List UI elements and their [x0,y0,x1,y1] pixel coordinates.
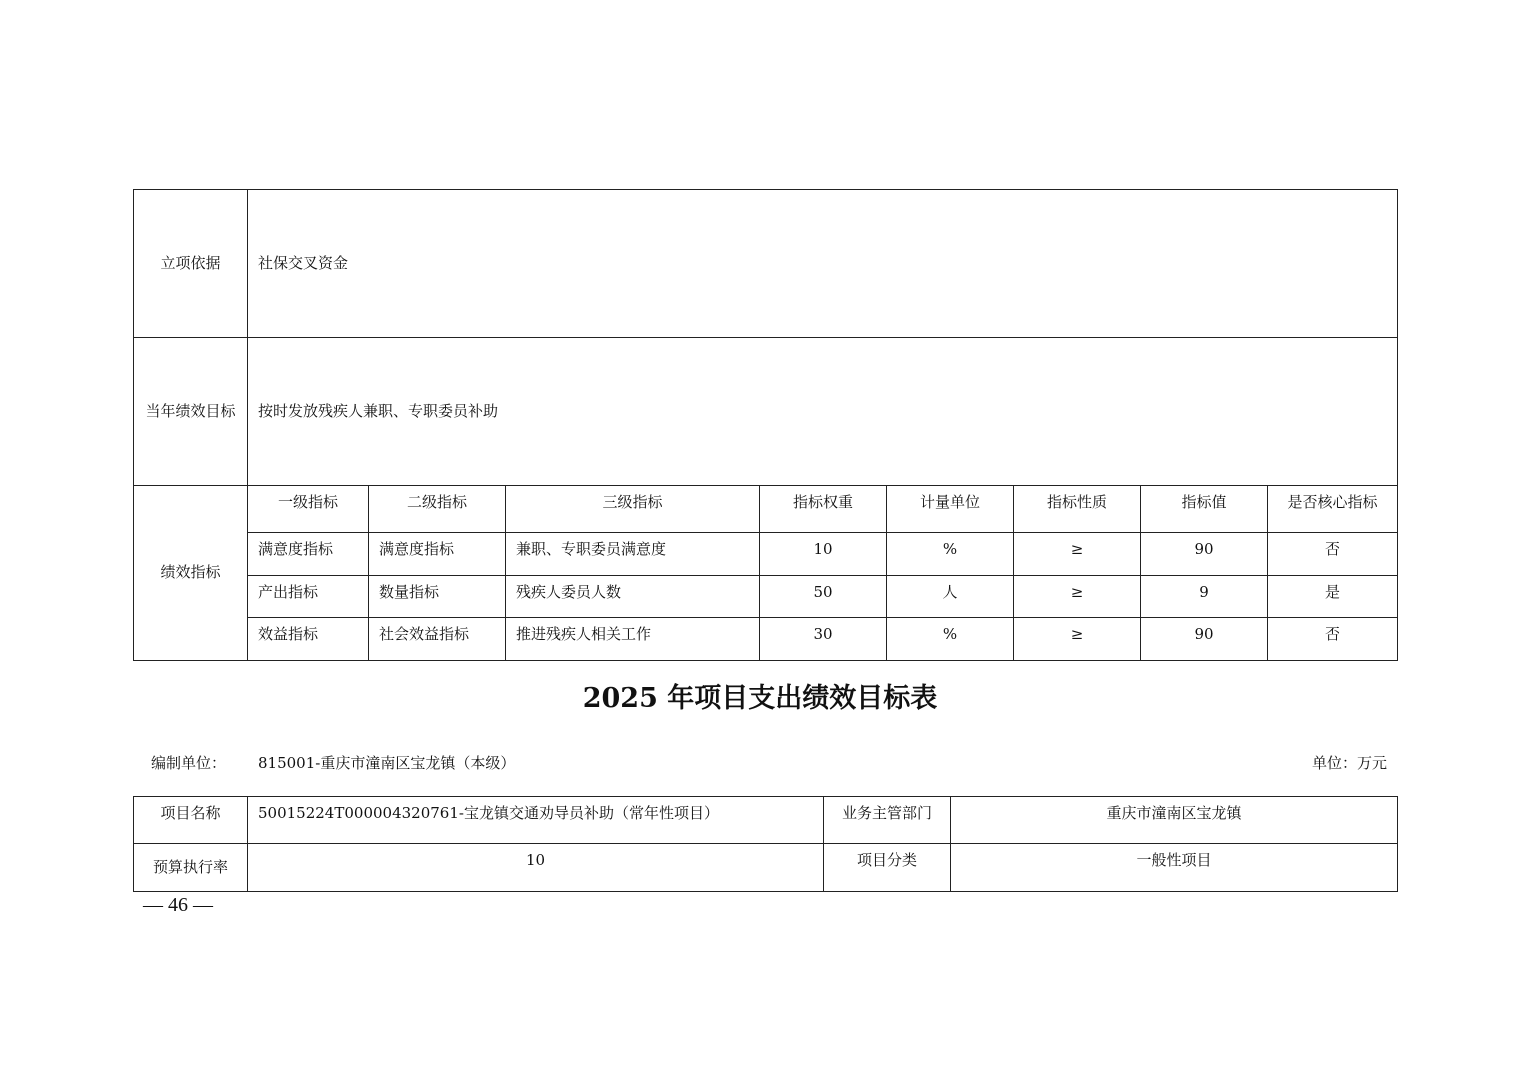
basis-value: 社保交叉资金 [248,190,1398,338]
cell-core: 否 [1268,618,1398,661]
org-label: 编制单位： [151,754,227,772]
cell-value: 9 [1141,576,1268,618]
table-row [134,618,1398,661]
cell-weight: 10 [760,533,887,576]
header-weight: 指标权重 [760,486,887,533]
page-number: — 46 — [143,894,213,916]
cell-level3: 推进残疾人相关工作 [506,618,760,661]
cell-weight: 30 [760,618,887,661]
cell-level1: 满意度指标 [248,533,369,576]
cell-level1: 产出指标 [248,576,369,618]
cell-unit: % [887,618,1014,661]
header-level3: 三级指标 [506,486,760,533]
table-row [134,576,1398,618]
section-title: 2025 年项目支出绩效目标表 [582,683,938,714]
indicator-label: 绩效指标 [134,486,248,661]
exec-rate-value: 10 [248,844,824,892]
header-level1: 一级指标 [248,486,369,533]
cell-value: 90 [1141,618,1268,661]
org-value: 815001-重庆市潼南区宝龙镇（本级） [258,754,516,772]
project-name-label: 项目名称 [134,797,248,844]
project-name-value: 50015224T000004320761-宝龙镇交通劝导员补助（常年性项目） [248,797,824,844]
dept-label: 业务主管部门 [824,797,951,844]
cell-core: 否 [1268,533,1398,576]
unit-label: 单位：万元 [1311,754,1387,772]
table-row [134,533,1398,576]
exec-rate-label: 预算执行率 [134,844,248,892]
dept-value: 重庆市潼南区宝龙镇 [951,797,1398,844]
cell-level3: 残疾人委员人数 [506,576,760,618]
category-value: 一般性项目 [951,844,1398,892]
cell-nature: ≥ [1014,533,1141,576]
cell-unit: 人 [887,576,1014,618]
header-nature: 指标性质 [1014,486,1141,533]
cell-level1: 效益指标 [248,618,369,661]
header-core: 是否核心指标 [1268,486,1398,533]
cell-nature: ≥ [1014,618,1141,661]
header-value: 指标值 [1141,486,1268,533]
cell-value: 90 [1141,533,1268,576]
header-unit: 计量单位 [887,486,1014,533]
basis-label: 立项依据 [134,190,248,338]
category-label: 项目分类 [824,844,951,892]
cell-level2: 社会效益指标 [369,618,506,661]
goal-label: 当年绩效目标 [134,338,248,486]
header-level2: 二级指标 [369,486,506,533]
goal-value: 按时发放残疾人兼职、专职委员补助 [248,338,1398,486]
cell-nature: ≥ [1014,576,1141,618]
performance-table [133,189,1398,661]
cell-level2: 数量指标 [369,576,506,618]
cell-weight: 50 [760,576,887,618]
cell-level2: 满意度指标 [369,533,506,576]
cell-level3: 兼职、专职委员满意度 [506,533,760,576]
cell-unit: % [887,533,1014,576]
project-info-table [133,796,1398,892]
cell-core: 是 [1268,576,1398,618]
